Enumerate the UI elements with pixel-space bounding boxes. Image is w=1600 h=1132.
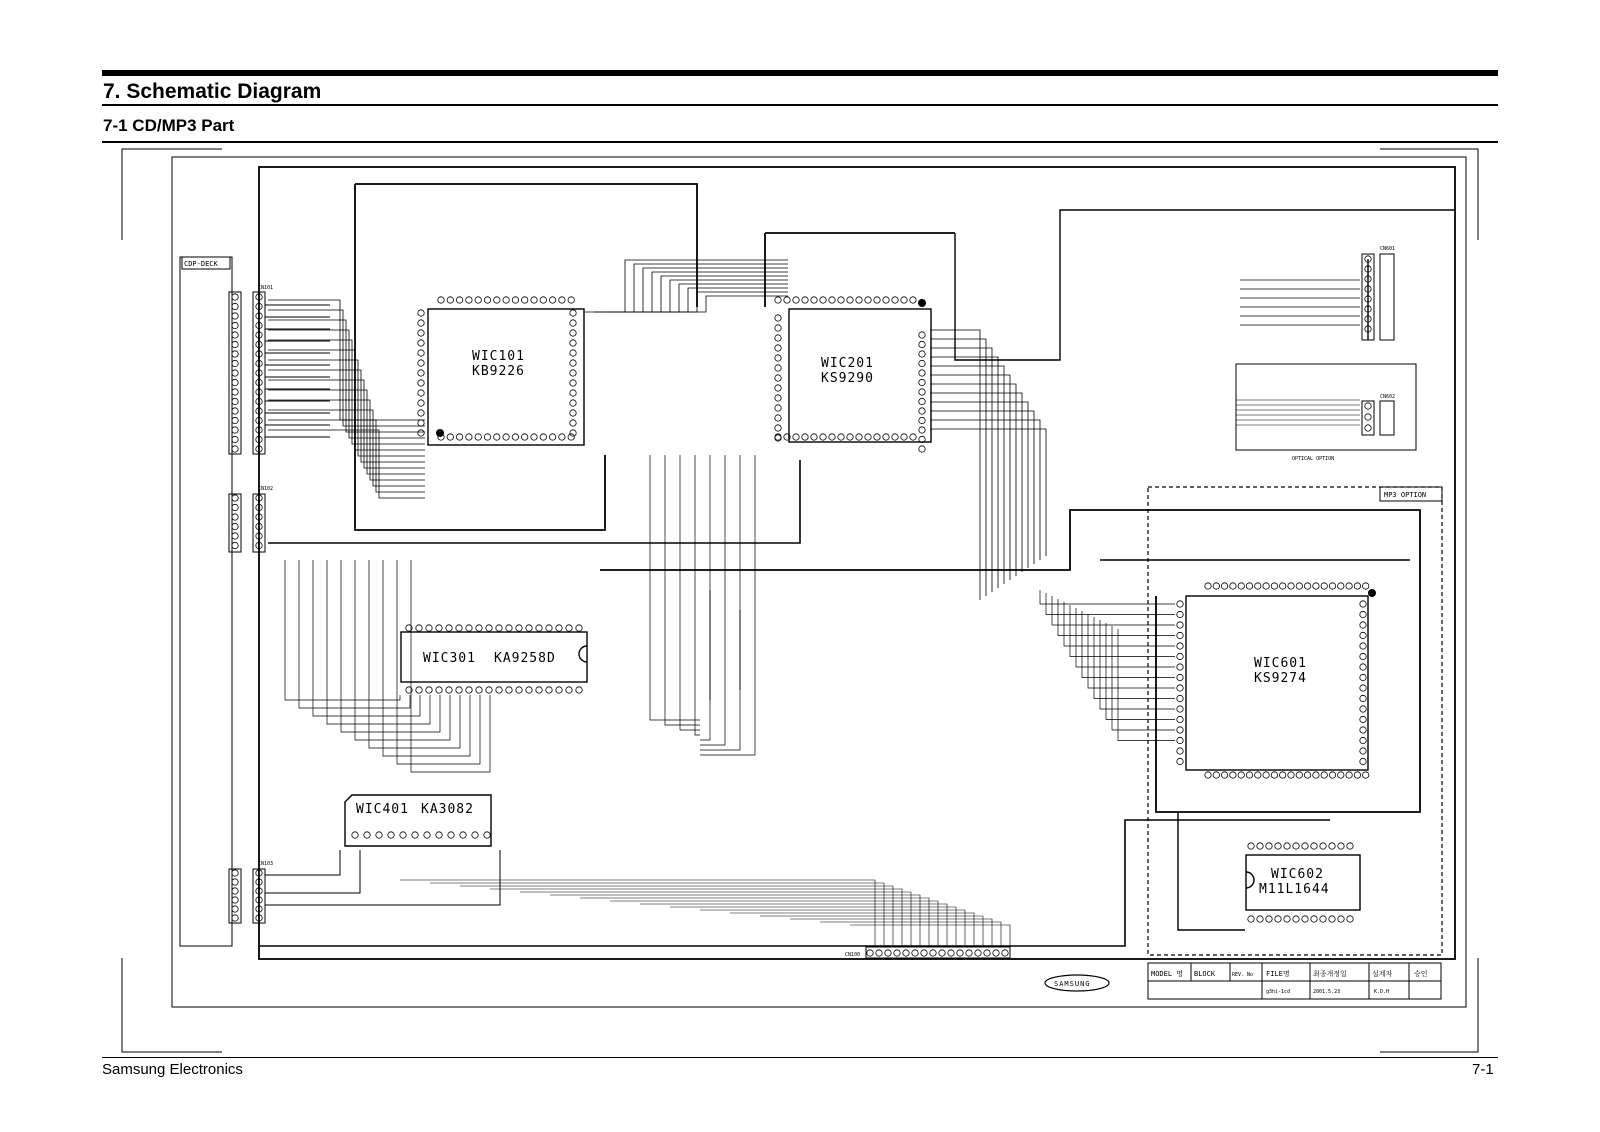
connector-cn602 <box>1362 394 1395 435</box>
optical-option-block <box>1236 364 1416 462</box>
chip-wic201 <box>789 299 931 442</box>
chip-wic101 <box>428 309 584 445</box>
footer-page-number: 7-1 <box>1472 1061 1494 1078</box>
title-block-approval: 승인 <box>1414 970 1428 978</box>
svg-text:CN103: CN103 <box>258 861 274 867</box>
title-block-block: BLOCK <box>1194 970 1216 978</box>
chip-wic602-part: M11L1644 <box>1259 882 1330 897</box>
mp3-option-label: MP3 OPTION <box>1384 491 1427 499</box>
title-block-file-value: g3hi-1cd <box>1266 989 1291 995</box>
inner-frame <box>259 167 1455 959</box>
connector-cn103 <box>229 861 273 923</box>
chip-wic301-ref: WIC301 <box>423 651 476 666</box>
svg-text:OPTICAL OPTION: OPTICAL OPTION <box>1292 456 1335 462</box>
chip-wic201-part: KS9290 <box>821 371 874 386</box>
title-block-designer-value: K.D.H <box>1374 989 1390 995</box>
title-block-file: FILE명 <box>1266 970 1290 978</box>
chip-wic601-part: KS9274 <box>1254 671 1307 686</box>
footer-rule <box>102 1057 1498 1058</box>
title-block-date-value: 2001.5.23 <box>1313 989 1341 995</box>
svg-text:CN101: CN101 <box>258 285 274 291</box>
cdp-deck-block <box>180 257 232 946</box>
svg-text:CN100: CN100 <box>845 952 861 958</box>
section-title: 7-1 CD/MP3 Part <box>103 116 235 135</box>
svg-text:CN601: CN601 <box>1380 246 1396 252</box>
svg-text:SAMSUNG: SAMSUNG <box>1054 980 1091 988</box>
chip-wic601 <box>1186 589 1376 770</box>
chip-wic401-ref: WIC401 <box>356 802 409 817</box>
chip-wic601-ref: WIC601 <box>1254 656 1307 671</box>
wiring <box>260 184 1455 947</box>
chip-wic301-part: KA9258D <box>494 651 556 666</box>
chip-wic301 <box>401 632 587 682</box>
chip-wic101-part: KB9226 <box>472 364 525 379</box>
pin-markers <box>232 256 1371 956</box>
crop-marks <box>122 149 1478 1052</box>
chip-wic401-part: KA3082 <box>421 802 474 817</box>
chip-wic201-ref: WIC201 <box>821 356 874 371</box>
title-block <box>1148 963 1441 999</box>
svg-text:CN602: CN602 <box>1380 394 1396 400</box>
cdp-deck-label: CDP-DECK <box>184 260 218 268</box>
footer-company: Samsung Electronics <box>102 1061 243 1078</box>
title-block-date-header: 최종개정일 <box>1313 970 1347 978</box>
chip-wic602 <box>1246 855 1360 910</box>
title-block-model: MODEL 명 <box>1151 970 1184 978</box>
title-block-designer-header: 설계자 <box>1372 970 1393 978</box>
title-block-rev: REV. No <box>1232 972 1254 978</box>
page-title: 7. Schematic Diagram <box>103 80 322 103</box>
svg-text:CN102: CN102 <box>258 486 274 492</box>
chip-wic101-ref: WIC101 <box>472 349 525 364</box>
chip-wic602-ref: WIC602 <box>1271 867 1324 882</box>
samsung-logo <box>1045 975 1109 991</box>
